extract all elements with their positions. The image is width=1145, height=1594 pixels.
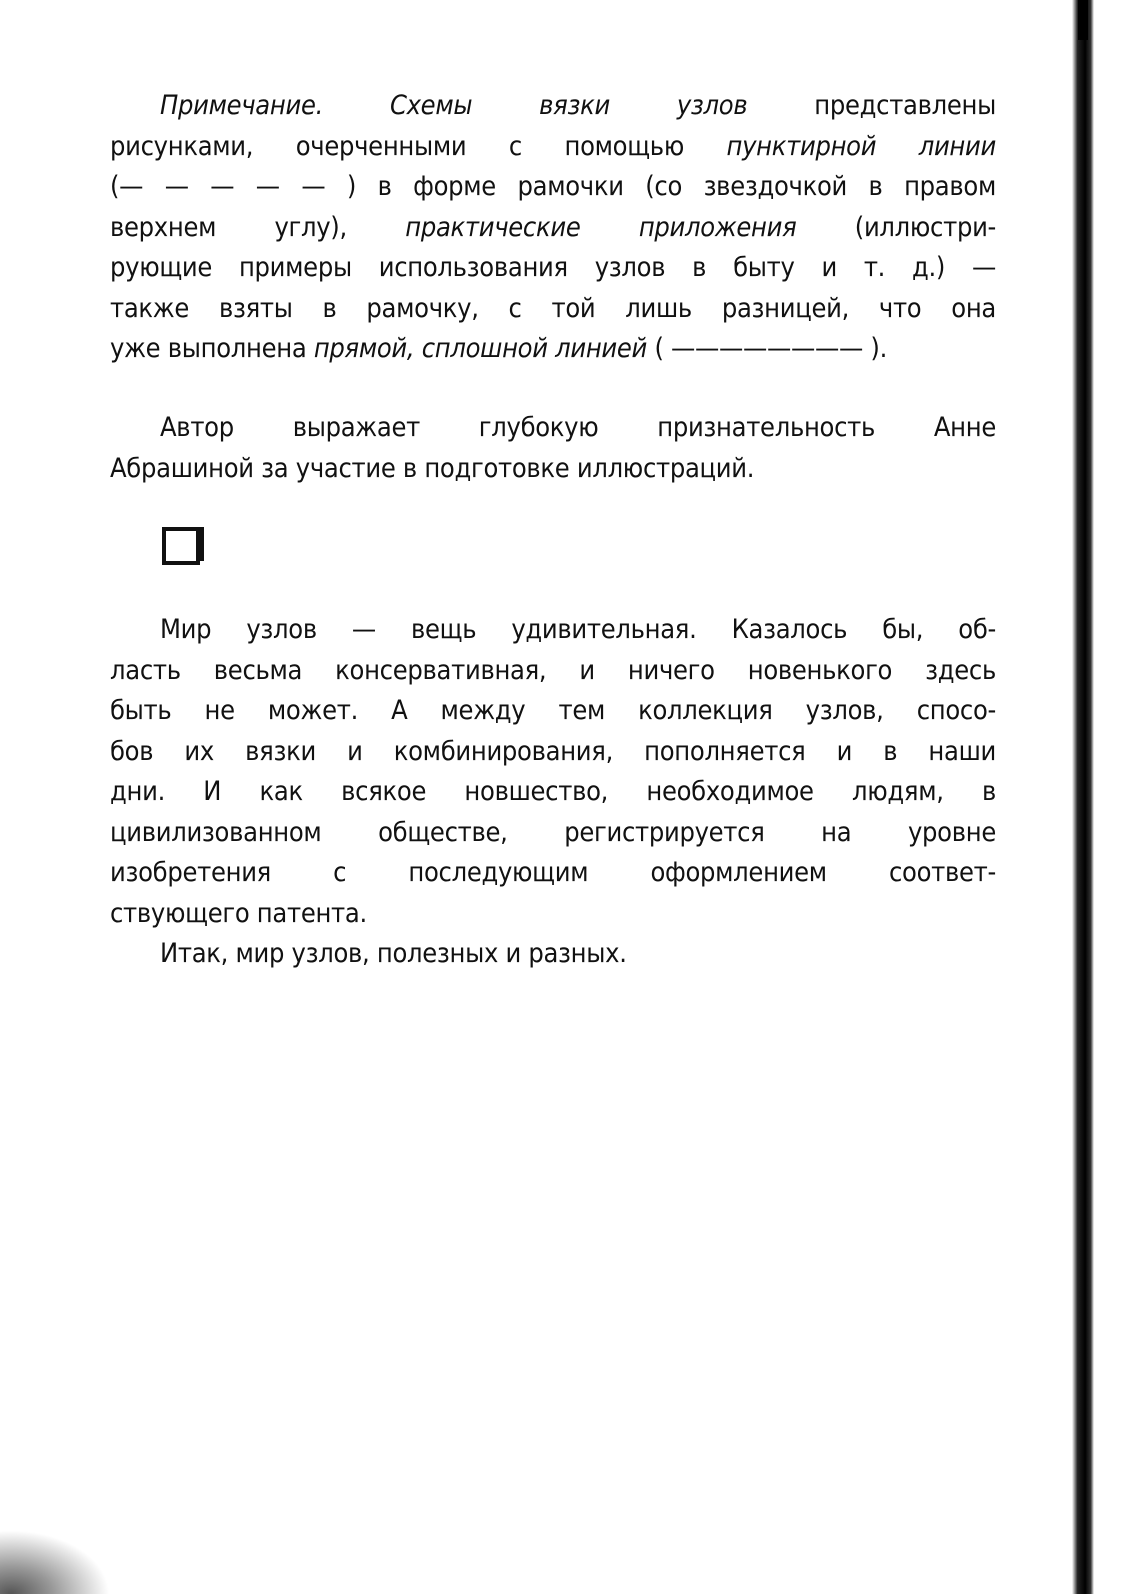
text: представлены bbox=[747, 90, 997, 121]
italic-text: Примечание. Схемы вязки узлов bbox=[160, 90, 748, 121]
text-line bbox=[110, 208, 996, 249]
text-line bbox=[110, 167, 996, 208]
acknowledgement-paragraph bbox=[110, 408, 996, 489]
text: ( ———————— ). bbox=[647, 333, 888, 364]
italic-text: прямой, сплошной линией bbox=[313, 333, 648, 364]
italic-text: пунктирной линии bbox=[726, 130, 996, 162]
text: Автор выражает глубокую признательность Анне bbox=[160, 412, 996, 443]
text-line bbox=[110, 449, 996, 490]
text: бов их вязки и комбинирования, пополняется и в наши bbox=[110, 735, 996, 767]
text: (— — — — — ) в форме рамочки (со звездочкой в правом bbox=[110, 171, 996, 202]
text-line bbox=[110, 86, 996, 127]
text-line bbox=[110, 329, 996, 370]
text: Итак, мир узлов, полезных и разных. bbox=[160, 938, 627, 969]
text-line bbox=[110, 894, 996, 935]
text-line bbox=[110, 248, 996, 289]
text-line bbox=[110, 772, 996, 813]
text-line bbox=[110, 127, 996, 168]
text-line bbox=[110, 934, 996, 975]
text-line bbox=[110, 691, 996, 732]
text-line bbox=[110, 289, 996, 330]
italic-text: практические приложения bbox=[405, 211, 797, 243]
text: (иллюстри- bbox=[796, 211, 997, 243]
text-line bbox=[110, 732, 996, 773]
text: Абрашиной за участие в подготовке иллюстраций. bbox=[110, 452, 755, 484]
note-paragraph bbox=[110, 86, 996, 370]
scan-page-edge bbox=[1072, 0, 1094, 1594]
text: верхнем углу), bbox=[110, 211, 406, 243]
text: дни. И как всякое новшество, необходимое людям, в bbox=[110, 776, 996, 807]
intro-paragraph bbox=[110, 610, 996, 975]
text-line bbox=[110, 813, 996, 854]
text: изобретения с последующим оформлением соответ- bbox=[110, 857, 996, 888]
scan-page-edge-top bbox=[1078, 0, 1088, 40]
text: быть не может. А между тем коллекция узлов, спосо- bbox=[110, 695, 996, 726]
text: цивилизованном обществе, регистрируется на уровне bbox=[110, 816, 996, 848]
text-line bbox=[110, 610, 996, 651]
text-line bbox=[110, 651, 996, 692]
text: ствующего патента. bbox=[110, 897, 367, 929]
text: уже выполнена bbox=[110, 333, 314, 364]
text: рисунками, очерченными с помощью bbox=[110, 130, 727, 162]
text: также взяты в рамочку, с той лишь разницей, что она bbox=[110, 292, 996, 324]
text-line bbox=[110, 408, 996, 449]
section-square-icon bbox=[162, 527, 200, 565]
text: ласть весьма консервативная, и ничего новенького здесь bbox=[110, 654, 996, 686]
scan-smudge bbox=[0, 1530, 110, 1594]
text: рующие примеры использования узлов в быту и т. д.) — bbox=[110, 252, 996, 283]
text: Мир узлов — вещь удивительная. Казалось бы, об- bbox=[160, 614, 996, 645]
text-line bbox=[110, 853, 996, 894]
